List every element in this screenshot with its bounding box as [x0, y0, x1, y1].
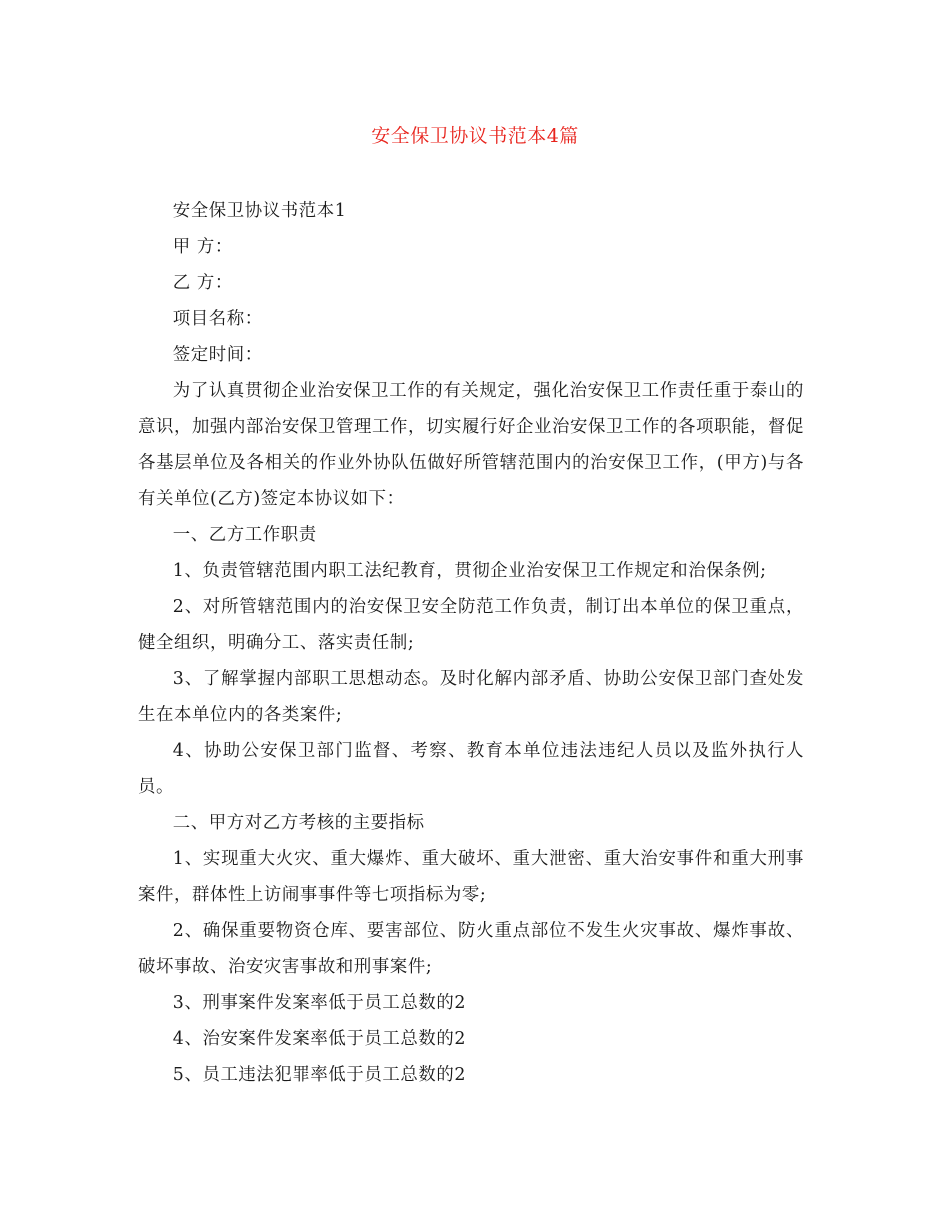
list-item: 3、刑事案件发案率低于员工总数的2: [172, 993, 466, 1013]
section-heading: 二、甲方对乙方考核的主要指标: [172, 813, 425, 833]
list-item: 5、员工违法犯罪率低于员工总数的2: [172, 1065, 466, 1085]
section-heading: 一、乙方工作职责: [172, 525, 317, 545]
list-item: 4、协助公安保卫部门监督、考察、教育本单位违法违纪人员以及监外执行人员。: [138, 741, 804, 797]
list-item: 4、治安案件发案率低于员工总数的2: [172, 1029, 466, 1049]
list-item: 2、对所管辖范围内的治安保卫安全防范工作负责，制订出本单位的保卫重点，健全组织，明确分工、落实责任制;: [138, 597, 804, 653]
document-title: 安全保卫协议书范本4篇: [371, 125, 579, 147]
sign-date-field: 签定时间：: [172, 345, 263, 365]
list-item: 2、确保重要物资仓库、要害部位、防火重点部位不发生火灾事故、爆炸事故、破坏事故、治安灾害事故和刑事案件;: [138, 921, 804, 977]
section-heading: 安全保卫协议书范本1: [172, 201, 347, 221]
party-a-field: 甲 方：: [172, 237, 233, 257]
project-name-field: 项目名称：: [172, 309, 263, 329]
party-b-field: 乙 方：: [172, 273, 233, 293]
list-item: 3、了解掌握内部职工思想动态。及时化解内部矛盾、协助公安保卫部门查处发生在本单位内的各类案件;: [138, 669, 804, 725]
document-body: [138, 193, 804, 1093]
list-item: 1、实现重大火灾、重大爆炸、重大破坏、重大泄密、重大治安事件和重大刑事案件，群体性上访闹事事件等七项指标为零;: [138, 849, 804, 905]
intro-paragraph: 为了认真贯彻企业治安保卫工作的有关规定，强化治安保卫工作责任重于泰山的意识，加强内部治安保卫管理工作，切实履行好企业治安保卫工作的各项职能，督促各基层单位及各相关的作业外协队伍做好所管辖范围内的治安保卫工作，(甲方)与各有关单位(乙方)签定本协议如下：: [138, 381, 804, 509]
list-item: 1、负责管辖范围内职工法纪教育，贯彻企业治安保卫工作规定和治保条例;: [172, 561, 767, 581]
